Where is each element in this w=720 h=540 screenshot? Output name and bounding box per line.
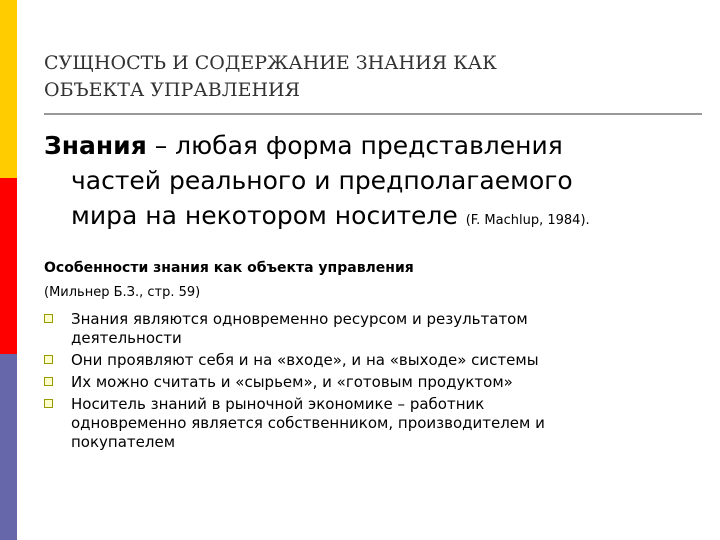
list-item-line: Они проявляют себя и на «входе», и на «выходе» системы [71,351,539,369]
square-bullet-icon [44,377,53,386]
square-bullet-icon [44,314,53,323]
features-heading: Особенности знания как объекта управления [44,260,414,276]
square-bullet-icon [44,355,53,364]
side-bar-purple [0,354,17,540]
features-source: (Мильнер Б.З., стр. 59) [44,285,201,300]
list-item [44,351,684,370]
list-item-line: Носитель знаний в рыночной экономике – работник [71,395,485,413]
title-divider [44,113,702,115]
list-item [44,373,684,392]
list-item [44,310,684,348]
side-color-bar [0,0,17,540]
list-item-line: Их можно считать и «сырьем», и «готовым продуктом» [71,373,513,391]
definition-text-3: мира на некотором носителе [71,201,458,230]
list-item-line: покупателем [71,433,176,451]
list-item-line: Знания являются одновременно ресурсом и результатом [71,310,528,328]
slide-title-line-1: СУЩНОСТЬ И СОДЕРЖАНИЕ ЗНАНИЯ КАК [44,52,497,74]
definition-block [44,128,704,238]
square-bullet-icon [44,399,53,408]
definition-line-3 [44,198,704,238]
side-bar-red [0,178,17,354]
definition-text-1: – любая форма представления [146,131,563,160]
definition-citation: (F. Machlup, 1984). [465,213,590,228]
side-bar-yellow [0,0,17,178]
definition-term: Знания [44,131,147,160]
list-item-line: одновременно является собственником, производителем и [71,414,545,432]
slide-title-line-2: ОБЪЕКТА УПРАВЛЕНИЯ [44,79,300,101]
definition-line-2: частей реального и предполагаемого [71,166,573,195]
list-item-line: деятельности [71,329,182,347]
slide-title [44,50,684,104]
definition-line-1 [44,128,704,163]
features-list [44,310,684,455]
list-item [44,395,684,452]
